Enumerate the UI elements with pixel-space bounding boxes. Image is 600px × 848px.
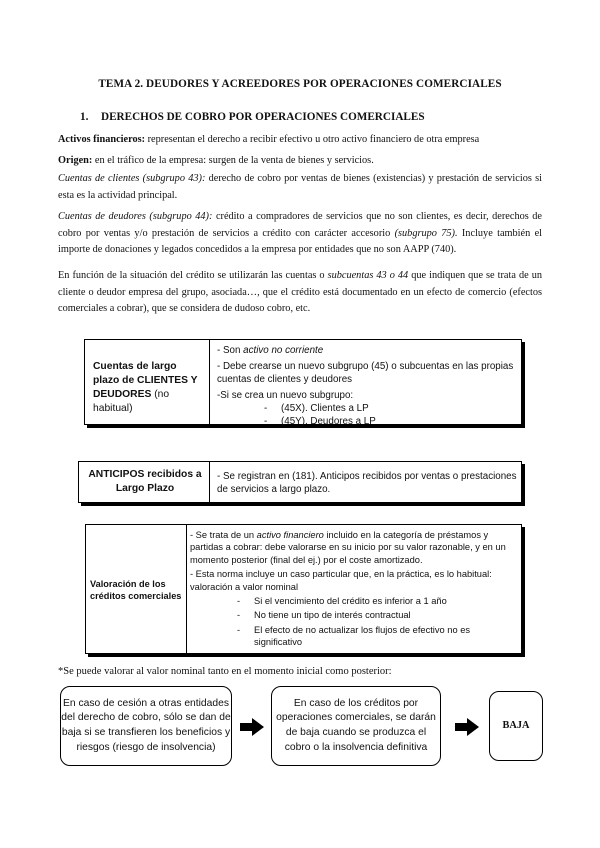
box-largo-plazo-note: (no habitual) xyxy=(93,389,170,414)
clientes-label: Cuentas de clientes (subgrupo 43): xyxy=(58,173,206,184)
paragraph-origen xyxy=(58,153,542,170)
box-largo-plazo xyxy=(84,339,522,425)
largo-plazo-sub-item-text: (45X). Clientes a LP xyxy=(281,403,369,414)
largo-plazo-line-1-italic: activo no corriente xyxy=(243,345,324,356)
valoracion-line-1-prefix: - Se trata de un xyxy=(190,530,257,540)
valoracion-line-1-italic: activo financiero xyxy=(256,530,324,540)
largo-plazo-sub-item: - (45Y). Deudores a LP xyxy=(264,416,376,427)
section-heading xyxy=(80,111,425,123)
box-largo-plazo-heading: Cuentas de largo plazo de CLIENTES Y DEUDORES xyxy=(93,361,198,400)
box-anticipos-content: - Se registran en (181). Anticipos recibidos por ventas o prestaciones de servicios a largo plazo. xyxy=(217,471,517,495)
flow-step-cesion: En caso de cesión a otras entidades del derecho de cobro, sólo se dan de baja si se transfieren los beneficios y riesgos (riesgo de insolvencia) xyxy=(60,686,232,766)
box-valoracion xyxy=(85,524,522,654)
valoracion-item: - El efecto de no actualizar los flujos de efectivo no es significativo xyxy=(237,624,471,648)
box-anticipos xyxy=(78,461,522,503)
largo-plazo-sub-item-text: (45Y). Deudores a LP xyxy=(281,416,376,427)
valoracion-item: - No tiene un tipo de interés contractual xyxy=(237,610,411,621)
paragraph-funcion xyxy=(58,268,542,318)
largo-plazo-line-2: - Debe crearse un nuevo subgrupo (45) o subcuentas en las propias cuentas de clientes y deudores xyxy=(217,361,514,385)
largo-plazo-line-1-prefix: - Son xyxy=(217,345,244,356)
flow-step-creditos: En caso de los créditos por operaciones comerciales, se darán de baja cuando se produzca el cobro o la insolvencia definitiva xyxy=(271,686,441,766)
origen-text: en el tráfico de la empresa: surgen de la venta de bienes y servicios. xyxy=(92,155,374,166)
flow-step-baja: BAJA xyxy=(489,691,543,761)
valoracion-item: - Si el vencimiento del crédito es inferior a 1 año xyxy=(237,596,447,607)
largo-plazo-line-3: -Si se crea un nuevo subgrupo: xyxy=(217,390,354,401)
funcion-subcuentas: subcuentas 43 o 44 xyxy=(327,270,409,281)
section-heading-text: DERECHOS DE COBRO POR OPERACIONES COMERCIALES xyxy=(101,111,425,123)
arrow-right-icon xyxy=(240,718,264,736)
deudores-subgroup-75: (subgrupo 75). xyxy=(394,227,458,239)
box-anticipos-title: ANTICIPOS recibidos a Largo Plazo xyxy=(88,469,202,494)
paragraph-clientes xyxy=(58,171,542,204)
activos-text: representan el derecho a recibir efectivo u otro activo financiero de otra empresa xyxy=(145,134,480,145)
valoracion-line-2: - Esta norma incluye un caso particular que, en la práctica, es lo habitual: valoración a valor nominal xyxy=(190,569,492,592)
section-number: 1. xyxy=(80,111,89,123)
largo-plazo-sub-item: - (45X). Clientes a LP xyxy=(264,403,369,414)
activos-label: Activos financieros: xyxy=(58,134,146,145)
deudores-text-1: crédito a compradores de servicios que no son clientes, es decir, derechos de cobro por ventas y/o prestación de servicios a crédito con carácter accesorio xyxy=(58,211,542,239)
valoracion-item-text: El efecto de no actualizar los flujos de efectivo no es significativo xyxy=(254,624,471,648)
paragraph-activos xyxy=(58,132,542,149)
box-valoracion-title: Valoración de los créditos comerciales xyxy=(90,579,182,601)
deudores-text-2: Incluye también el importe de donaciones y legados concedidos a la empresa por entidades que no son AAPP (740). xyxy=(58,227,542,256)
box-valoracion-content xyxy=(190,529,518,649)
valoracion-item-text: No tiene un tipo de interés contractual xyxy=(254,610,411,621)
valoracion-item-text: Si el vencimiento del crédito es inferior a 1 año xyxy=(254,596,447,607)
nominal-value-note: *Se puede valorar al valor nominal tanto en el momento inicial como posterior: xyxy=(58,666,392,677)
box-largo-plazo-content xyxy=(217,344,517,428)
paragraph-deudores xyxy=(58,209,542,259)
origen-label: Origen: xyxy=(58,155,93,166)
largo-plazo-line-1 xyxy=(217,344,517,357)
box-largo-plazo-title xyxy=(93,360,205,416)
valoracion-line-1 xyxy=(190,529,518,566)
clientes-text: derecho de cobro por ventas de bienes (existencias) y prestación de servicios si esta es la actividad principal. xyxy=(58,173,542,201)
valoracion-line-1-rest: incluido en la categoría de préstamos y partidas a cobrar: debe valorarse en su inicio por su valor razonable, y en un momento posterior (final del ej.) por el coste amortizado. xyxy=(190,530,506,565)
arrow-right-icon xyxy=(455,718,479,736)
document-title: TEMA 2. DEUDORES Y ACREEDORES POR OPERACIONES COMERCIALES xyxy=(98,78,502,90)
deudores-label: Cuentas de deudores (subgrupo 44): xyxy=(58,211,213,222)
funcion-text-1: En función de la situación del crédito se utilizarán las cuentas o xyxy=(58,270,328,281)
funcion-text-2: que indiquen que se trata de un cliente o deudor empresa del grupo, asociada…, que el crédito está documentado en un efecto de comercio (efectos comerciales a cobrar), que se considera de dudoso cobro, etc. xyxy=(58,270,542,315)
